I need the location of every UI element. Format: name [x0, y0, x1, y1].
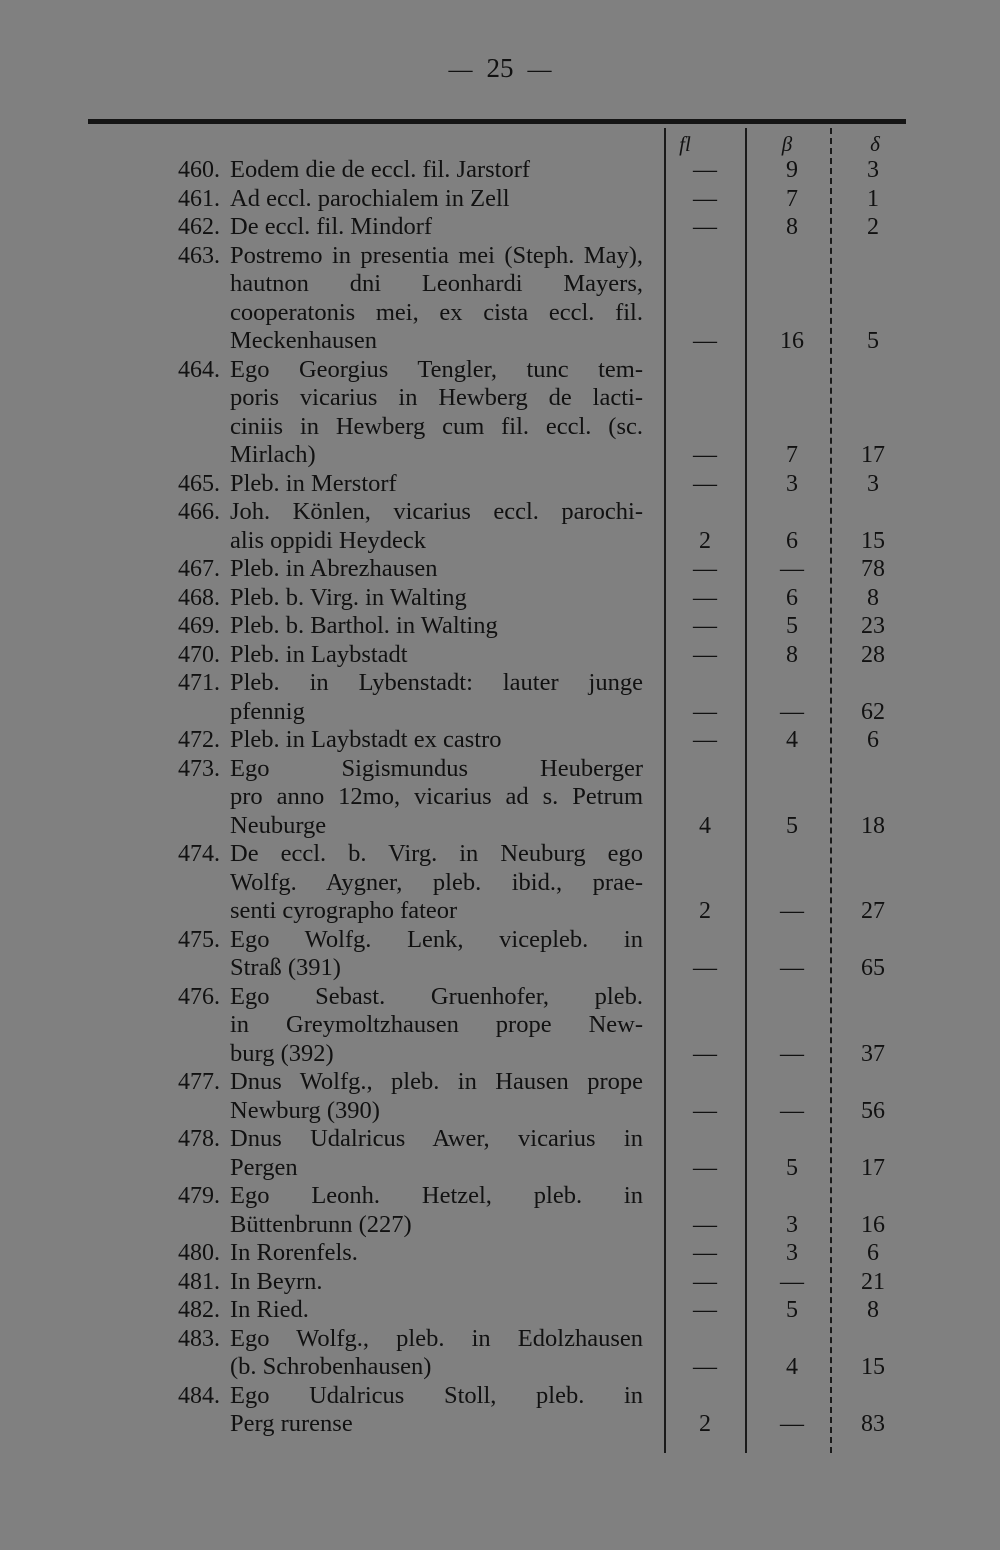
- entry-value-beta: —: [780, 1268, 804, 1295]
- entry-text-line: Ego Sebast. Gruenhofer, pleb.: [230, 982, 643, 1010]
- entry-value-beta: 7: [786, 185, 798, 212]
- entry-number: 477.: [178, 1069, 220, 1095]
- entry-number: 469.: [178, 613, 220, 639]
- entry-value-beta: 5: [786, 1154, 798, 1181]
- entry-number: 463.: [178, 242, 220, 269]
- entry-number: 484.: [178, 1382, 220, 1409]
- entry-text-line: ciniis in Hewberg cum fil. eccl. (sc.: [230, 412, 643, 440]
- entry-value-beta: 3: [786, 1211, 798, 1238]
- entry-text-line: Pleb. b. Barthol. in Walting: [230, 612, 498, 639]
- entry-value-beta: —: [780, 955, 804, 981]
- entry-value-delta: 8: [867, 584, 879, 611]
- entry-value-fl: —: [693, 1297, 717, 1323]
- entry-text-line: De eccl. b. Virg. in Neuburg ego: [230, 840, 643, 867]
- entry-number: 460.: [178, 157, 220, 183]
- entry-value-delta: 62: [861, 698, 885, 725]
- entry-value-fl: —: [693, 584, 717, 611]
- entry-text-line: Ego Georgius Tengler, tunc tem-: [230, 355, 643, 383]
- page-number-dash-left: —: [448, 57, 473, 83]
- entry-value-beta: 5: [786, 1297, 798, 1323]
- entry-value-fl: —: [693, 556, 717, 582]
- entry-text-line: In Ried.: [230, 1296, 309, 1323]
- entry-value-fl: 2: [699, 898, 711, 924]
- entry-number: 482.: [178, 1297, 220, 1323]
- entry-value-delta: 78: [861, 556, 885, 582]
- entry-value-delta: 6: [867, 1240, 879, 1266]
- entry-number: 474.: [178, 841, 220, 867]
- entry-value-delta: 83: [861, 1411, 885, 1437]
- entry-value-beta: 8: [786, 214, 798, 240]
- entry-text-line: senti cyrographo fateor: [230, 897, 458, 924]
- entry-text-line: In Rorenfels.: [230, 1239, 358, 1266]
- entry-value-fl: —: [693, 470, 717, 497]
- entry-text-line: Pleb. in Laybstadt: [230, 640, 408, 668]
- entry-text-line: Pleb. in Laybstadt ex castro: [230, 726, 502, 753]
- entry-number: 476.: [178, 983, 220, 1010]
- entry-value-fl: —: [693, 1268, 717, 1295]
- entry-value-beta: 8: [786, 641, 798, 668]
- entry-text-line: Ego Udalricus Stoll, pleb. in: [230, 1381, 643, 1409]
- entry-value-fl: —: [693, 214, 717, 240]
- entry-value-beta: 7: [786, 442, 798, 468]
- entry-value-delta: 23: [861, 613, 885, 639]
- column-header-delta: δ: [870, 132, 880, 156]
- entry-value-delta: 6: [867, 727, 879, 753]
- entry-text-line: Pergen: [230, 1153, 298, 1181]
- entry-number: 465.: [178, 470, 220, 497]
- entry-value-delta: 15: [861, 527, 885, 554]
- entry-value-fl: —: [693, 1097, 717, 1124]
- entry-value-beta: 3: [786, 470, 798, 497]
- entry-value-beta: 5: [786, 613, 798, 639]
- entry-text-line: Ego Wolfg., pleb. in Edolzhausen: [230, 1324, 643, 1352]
- entry-number: 473.: [178, 755, 220, 782]
- entry-text-line: In Beyrn.: [230, 1267, 323, 1295]
- entry-text-line: cooperatonis mei, ex cista eccl. fil.: [230, 298, 643, 326]
- entry-text-line: De eccl. fil. Mindorf: [230, 213, 433, 240]
- entry-value-delta: 56: [861, 1097, 885, 1124]
- entry-text-line: Postremo in presentia mei (Steph. May),: [230, 241, 643, 269]
- entry-text-line: (b. Schrobenhausen): [230, 1353, 432, 1380]
- entry-text-line: in Greymoltzhausen prope New-: [230, 1011, 643, 1038]
- entry-text-line: alis oppidi Heydeck: [230, 526, 426, 554]
- entry-number: 479.: [178, 1183, 220, 1209]
- entry-value-delta: 15: [861, 1354, 885, 1380]
- page-number-text: 25: [486, 53, 514, 83]
- entry-value-beta: 6: [786, 527, 798, 554]
- entry-value-fl: —: [693, 698, 717, 725]
- entry-value-fl: —: [693, 1354, 717, 1380]
- entry-number: 462.: [178, 214, 220, 240]
- entry-number: 475.: [178, 926, 220, 953]
- entry-text-line: Eodem die de eccl. fil. Jarstorf: [230, 156, 531, 183]
- entry-value-delta: 27: [861, 898, 885, 924]
- entry-text-line: Ad eccl. parochialem in Zell: [230, 184, 510, 212]
- entry-value-delta: 2: [867, 214, 879, 240]
- entry-value-beta: —: [780, 1097, 804, 1124]
- entry-text-line: Perg rurense: [230, 1410, 353, 1437]
- entry-value-fl: —: [693, 641, 717, 668]
- entry-value-fl: —: [693, 185, 717, 212]
- entry-text-line: Pleb. in Abrezhausen: [230, 555, 438, 582]
- entry-text-line: Newburg (390): [230, 1096, 380, 1124]
- entry-text-line: pro anno 12mo, vicarius ad s. Petrum: [230, 783, 643, 810]
- entry-value-fl: —: [693, 157, 717, 183]
- entry-value-beta: —: [780, 898, 804, 924]
- entry-value-delta: 5: [867, 328, 879, 354]
- entry-value-fl: —: [693, 727, 717, 753]
- entry-number: 467.: [178, 556, 220, 582]
- entry-text-line: Pleb. in Lybenstadt: lauter junge: [230, 669, 643, 696]
- entry-number: 483.: [178, 1325, 220, 1352]
- entry-value-fl: —: [693, 442, 717, 468]
- entry-value-fl: —: [693, 328, 717, 354]
- entry-value-beta: 4: [786, 727, 798, 753]
- entry-value-beta: 16: [780, 328, 804, 354]
- entry-value-delta: 16: [861, 1211, 885, 1238]
- entry-value-beta: 6: [786, 584, 798, 611]
- entry-value-beta: 4: [786, 1354, 798, 1380]
- entry-value-fl: —: [693, 1040, 717, 1067]
- entry-text-line: pfennig: [230, 697, 305, 725]
- entry-value-fl: 4: [699, 812, 711, 839]
- entry-text-line: Ego Wolfg. Lenk, vicepleb. in: [230, 925, 643, 953]
- entry-value-beta: 3: [786, 1240, 798, 1266]
- entry-number: 464.: [178, 356, 220, 383]
- entry-text-line: Dnus Udalricus Awer, vicarius in: [230, 1125, 643, 1152]
- entry-text-line: Pleb. in Merstorf: [230, 469, 397, 497]
- entry-value-fl: —: [693, 955, 717, 981]
- entry-number: 471.: [178, 670, 220, 696]
- entry-value-fl: —: [693, 1240, 717, 1266]
- page-number-dash-right: —: [527, 57, 552, 83]
- entry-value-delta: 65: [861, 955, 885, 981]
- entry-number: 470.: [178, 641, 220, 668]
- entry-number: 478.: [178, 1126, 220, 1152]
- entry-value-delta: 21: [861, 1268, 885, 1295]
- entry-text-line: poris vicarius in Hewberg de lacti-: [230, 384, 643, 411]
- entry-value-fl: 2: [699, 1411, 711, 1437]
- entry-text-line: Joh. Könlen, vicarius eccl. parochi-: [230, 498, 643, 525]
- entry-text-line: Ego Leonh. Hetzel, pleb. in: [230, 1182, 643, 1209]
- entry-number: 481.: [178, 1268, 220, 1295]
- entry-value-fl: —: [693, 1211, 717, 1238]
- entry-value-delta: 18: [861, 812, 885, 839]
- entry-text-line: Wolfg. Aygner, pleb. ibid., prae-: [230, 868, 643, 896]
- entry-value-beta: —: [780, 1040, 804, 1067]
- entry-value-delta: 3: [867, 157, 879, 183]
- entry-text-line: Mirlach): [230, 441, 316, 468]
- entry-text-line: Ego Sigismundus Heuberger: [230, 754, 643, 782]
- entry-value-delta: 8: [867, 1297, 879, 1323]
- entry-value-beta: —: [780, 1411, 804, 1437]
- column-header-beta: β: [781, 132, 793, 156]
- entry-value-delta: 28: [861, 641, 885, 668]
- entry-value-fl: —: [693, 1154, 717, 1181]
- entry-number: 466.: [178, 499, 220, 525]
- entry-text-line: Büttenbrunn (227): [230, 1210, 412, 1238]
- entry-number: 468.: [178, 584, 220, 611]
- entry-number: 472.: [178, 727, 220, 753]
- entry-value-delta: 37: [861, 1040, 885, 1067]
- entry-text-line: Straß (391): [230, 954, 341, 981]
- entry-value-beta: 9: [786, 157, 798, 183]
- entry-text-line: Meckenhausen: [230, 327, 377, 354]
- entry-number: 480.: [178, 1240, 220, 1266]
- entry-number: 461.: [178, 185, 220, 212]
- entry-value-beta: 5: [786, 812, 798, 839]
- entry-value-delta: 3: [867, 470, 879, 497]
- entry-value-beta: —: [780, 698, 804, 725]
- entry-value-beta: —: [780, 556, 804, 582]
- entry-text-line: Pleb. b. Virg. in Walting: [230, 583, 467, 611]
- entry-value-delta: 17: [861, 1154, 885, 1181]
- entry-text-line: burg (392): [230, 1039, 334, 1067]
- entry-value-delta: 1: [867, 185, 879, 212]
- entry-text-line: hautnon dni Leonhardi Mayers,: [230, 270, 643, 297]
- entry-text-line: Dnus Wolfg., pleb. in Hausen prope: [230, 1068, 643, 1095]
- entry-text-line: Neuburge: [230, 811, 327, 839]
- entry-value-delta: 17: [861, 442, 885, 468]
- entry-value-fl: —: [693, 613, 717, 639]
- column-header-fl: fl: [679, 132, 691, 156]
- entry-value-fl: 2: [699, 527, 711, 554]
